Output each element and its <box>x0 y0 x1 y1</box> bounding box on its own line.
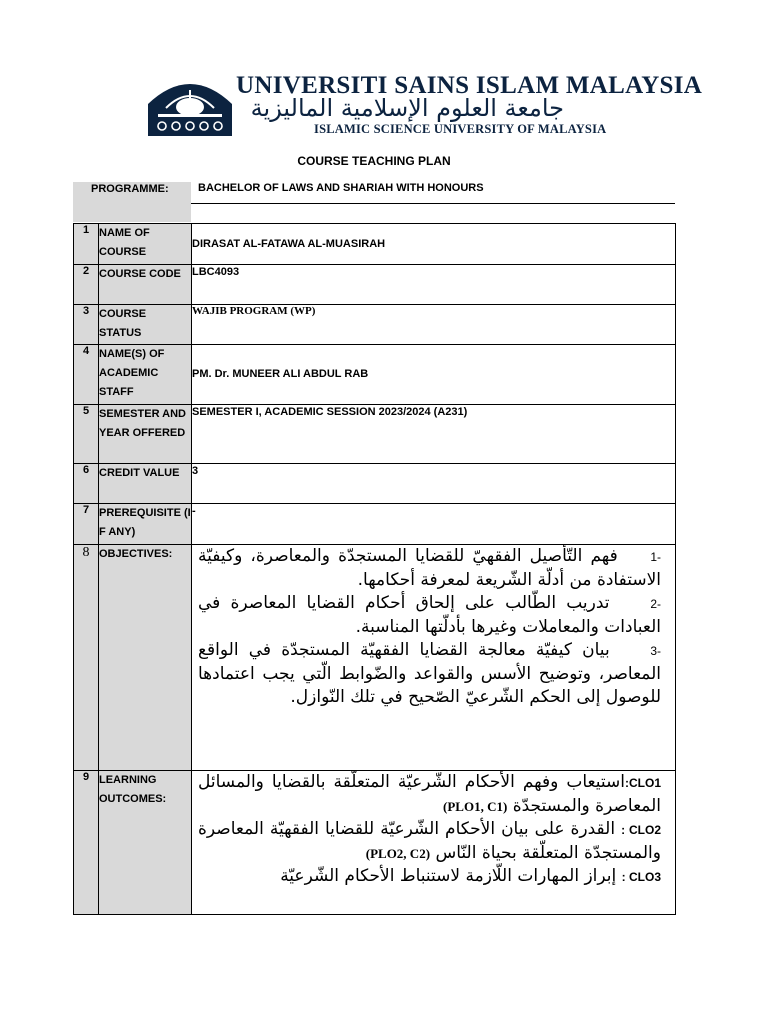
row-learning-outcomes <box>74 771 676 915</box>
objective-item: -2 تدريب الطّالب على إلحاق أحكام القضايا المعاصرة في العبادات والمعاملات وغيرها بأدلّتها المناسبة. <box>198 593 661 637</box>
academic-staff-value: PM. Dr. MUNEER ALI ABDUL RAB <box>192 368 369 380</box>
row-number: 7 <box>74 504 99 545</box>
row-label: SEMESTER AND YEAR OFFERED <box>99 405 192 464</box>
row-label: LEARNING OUTCOMES: <box>99 771 192 915</box>
row-label: NAME OF COURSE <box>99 224 192 265</box>
learning-outcomes-list <box>192 771 675 913</box>
university-logo <box>146 70 703 140</box>
programme-label: PROGRAMME: <box>73 182 191 222</box>
course-code-value: LBC4093 <box>192 265 676 305</box>
programme-underline <box>191 203 675 204</box>
row-academic-staff <box>74 345 676 405</box>
semester-value: SEMESTER I, ACADEMIC SESSION 2023/2024 (A231) <box>192 405 676 464</box>
university-name-ar: جامعة العلوم الإسلامية الماليزية <box>250 94 564 122</box>
document-title: COURSE TEACHING PLAN <box>297 154 451 168</box>
row-label: PREREQUISITE (IF ANY) <box>99 504 192 545</box>
row-course-name <box>74 224 676 265</box>
row-number: 5 <box>74 405 99 464</box>
row-number: 6 <box>74 464 99 504</box>
row-semester <box>74 405 676 464</box>
clo-item: CLO3 : إبراز المهارات اللّازمة لاستنباط الأحكام الشّرعيّة <box>280 866 661 886</box>
objective-item: -1 فهم التّأصيل الفقهيّ للقضايا المستجدّة والمعاصرة، وكيفيّة الاستفادة من أدلّة الشّريعة لمعرفة أحكامها. <box>198 546 661 590</box>
university-seal-icon <box>146 70 234 138</box>
programme-value: BACHELOR OF LAWS AND SHARIAH WITH HONOURS <box>198 182 484 194</box>
row-label: NAME(S) OF ACADEMIC STAFF <box>99 345 192 405</box>
row-objectives <box>74 545 676 771</box>
row-number: 1 <box>74 224 99 265</box>
course-status-value: WAJIB PROGRAM (WP) <box>192 305 676 345</box>
row-label: COURSE STATUS <box>99 305 192 345</box>
clo-item: CLO2 : القدرة على بيان الأحكام الشّرعيّة للقضايا الفقهيّة المعاصرة والمستجدّة المتعلّقة بحياة النّاس (PLO2, C2) <box>198 819 661 863</box>
objectives-list <box>192 545 675 709</box>
prerequisite-value: - <box>192 504 676 545</box>
row-prerequisite <box>74 504 676 545</box>
row-course-code <box>74 265 676 305</box>
university-name-en: UNIVERSITI SAINS ISLAM MALAYSIA <box>236 72 703 99</box>
row-number: 9 <box>74 771 99 915</box>
row-credit-value <box>74 464 676 504</box>
row-course-status <box>74 305 676 345</box>
university-name-sub: ISLAMIC SCIENCE UNIVERSITY OF MALAYSIA <box>314 122 607 136</box>
row-label: CREDIT VALUE <box>99 464 192 504</box>
row-label: COURSE CODE <box>99 265 192 305</box>
row-number: 2 <box>74 265 99 305</box>
objective-item: -3 بيان كيفيّة معالجة القضايا الفقهيّة المستجدّة في الواقع المعاصر، وتوضيح الأسس والقواعد والضّوابط الّتي يجب اعتمادها للوصول إلى الحكم الشّرعيّ الصّحيح في تلك النّوازل. <box>198 640 661 707</box>
row-number: 3 <box>74 305 99 345</box>
clo-item: CLO1:استيعاب وفهم الأحكام الشّرعيّة المتعلّقة بالقضايا والمسائل المعاصرة والمستجدّة (PLO1, C1) <box>198 772 661 816</box>
row-label: OBJECTIVES: <box>99 545 192 771</box>
course-name-value: DIRASAT AL-FATAWA AL-MUASIRAH <box>192 237 386 250</box>
credit-value: 3 <box>192 464 676 504</box>
course-info-table <box>73 223 676 915</box>
row-number: 8 <box>74 545 99 771</box>
row-number: 4 <box>74 345 99 405</box>
